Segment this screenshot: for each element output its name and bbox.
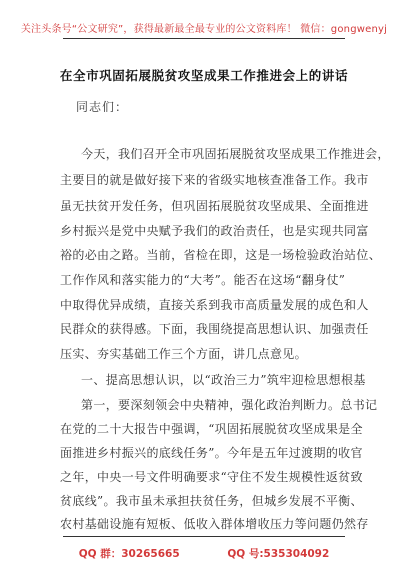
paragraph-line: 第一，要深刻领会中央精神，强化政治判断力。总书记	[81, 398, 378, 412]
paragraph-line: 民群众的获得感。下面，我围绕提高思想认识、加强责任	[60, 322, 369, 336]
header-banner: 关注头条号“公文研究”，获得最新最全最专业的公文资料库！ 微信：gongwenyj	[20, 24, 388, 35]
paragraph-line: 裕的必由之路。当前，省检在即，这是一场检验政治站位、	[60, 248, 382, 262]
footer-qq-group: QQ 群：30265665	[78, 548, 180, 560]
section-heading: 一、提高思想认识，以“政治三力”筑牢迎检思想根基	[81, 373, 366, 387]
paragraph-line: 今天，我们召开全市巩固拓展脱贫攻坚成果工作推进会，	[81, 147, 390, 161]
paragraph-line: 面推进乡村振兴的底线任务”。今年是五年过渡期的收官	[60, 446, 363, 460]
paragraph-line: 贫底线”。我市虽未承担扶贫任务，但城乡发展不平衡、	[60, 494, 363, 508]
footer-divider	[63, 536, 345, 537]
paragraph-line: 之年，中央一号文件明确要求“守住不发生规模性返贫致	[60, 470, 363, 484]
paragraph-line: 农村基础设施有短板、低收入群体增收压力等问题仍然存	[60, 517, 369, 531]
paragraph-line: 中取得优异成绩，直接关系到我市高质量发展的成色和人	[60, 298, 369, 312]
paragraph-line: 乡村振兴是党中央赋予我们的政治责任，也是实现共同富	[60, 224, 369, 238]
paragraph-line: 在党的二十大报告中强调，“巩固拓展脱贫攻坚成果是全	[60, 422, 363, 436]
document-title: 在全市巩固拓展脱贫攻坚成果工作推进会上的讲话	[59, 68, 349, 83]
paragraph-line: 压实、夯实基础工作三个方面，讲几点意见。	[60, 347, 308, 361]
salutation: 同志们：	[76, 100, 129, 114]
paragraph-line: 主要目的就是做好接下来的省级实地核查准备工作。我市	[60, 173, 369, 187]
footer-qq-number: QQ 号:535304092	[227, 548, 330, 560]
paragraph-line: 虽无扶贫开发任务，但巩固拓展脱贫攻坚成果、全面推进	[60, 199, 369, 213]
header-divider	[63, 38, 345, 39]
footer	[0, 546, 408, 561]
paragraph-line: 工作作风和落实能力的“大考”。能否在这场“翻身仗”	[60, 273, 346, 287]
